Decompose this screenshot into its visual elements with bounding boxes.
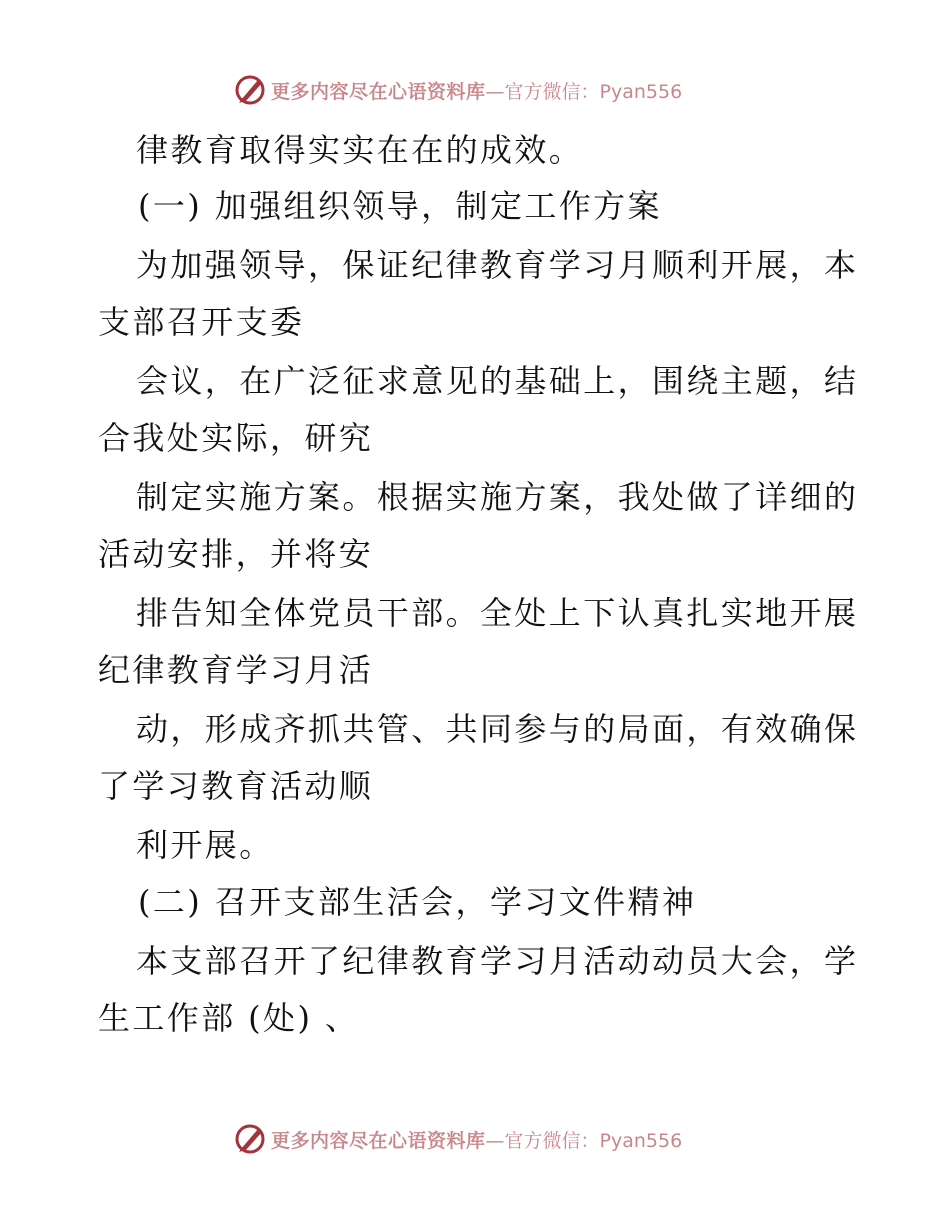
paragraph-line: 合我处实际，研究 bbox=[98, 419, 374, 457]
paragraph-line: 支部召开支委 bbox=[98, 303, 305, 341]
paragraph-line: 排告知全体党员干部。全处上下认真扎实地开展 bbox=[136, 594, 859, 632]
paragraph-line: 生工作部 (处) 、 bbox=[98, 999, 360, 1037]
pen-logo-icon bbox=[234, 1123, 266, 1155]
watermark-brand: 更多内容尽在心语资料库 bbox=[271, 1129, 486, 1152]
section-heading: (二) 召开支部生活会，学习文件精神 bbox=[138, 883, 697, 921]
paragraph-line: 了学习教育活动顺 bbox=[98, 767, 374, 805]
watermark-brand: 更多内容尽在心语资料库 bbox=[271, 80, 486, 103]
paragraph-line: 会议，在广泛征求意见的基础上，围绕主题，结 bbox=[136, 362, 859, 400]
footer-watermark bbox=[234, 1122, 682, 1156]
paragraph-line: 制定实施方案。根据实施方案，我处做了详细的 bbox=[136, 478, 859, 516]
paragraph-line: 为加强领导，保证纪律教育学习月顺利开展，本 bbox=[136, 246, 859, 284]
paragraph-line: 活动安排，并将安 bbox=[98, 535, 374, 573]
paragraph-line: 利开展。 bbox=[136, 826, 274, 864]
watermark-account: —官方微信：Pyan556 bbox=[485, 1129, 683, 1152]
header-watermark bbox=[234, 73, 682, 107]
paragraph-line: 动，形成齐抓共管、共同参与的局面，有效确保 bbox=[136, 710, 859, 748]
paragraph-line: 本支部召开了纪律教育学习月活动动员大会，学 bbox=[136, 942, 859, 980]
watermark-account: —官方微信：Pyan556 bbox=[485, 80, 683, 103]
section-heading: (一) 加强组织领导，制定工作方案 bbox=[138, 187, 662, 225]
paragraph-line: 纪律教育学习月活 bbox=[98, 651, 374, 689]
paragraph-line: 律教育取得实实在在的成效。 bbox=[136, 131, 584, 169]
pen-logo-icon bbox=[234, 74, 266, 106]
